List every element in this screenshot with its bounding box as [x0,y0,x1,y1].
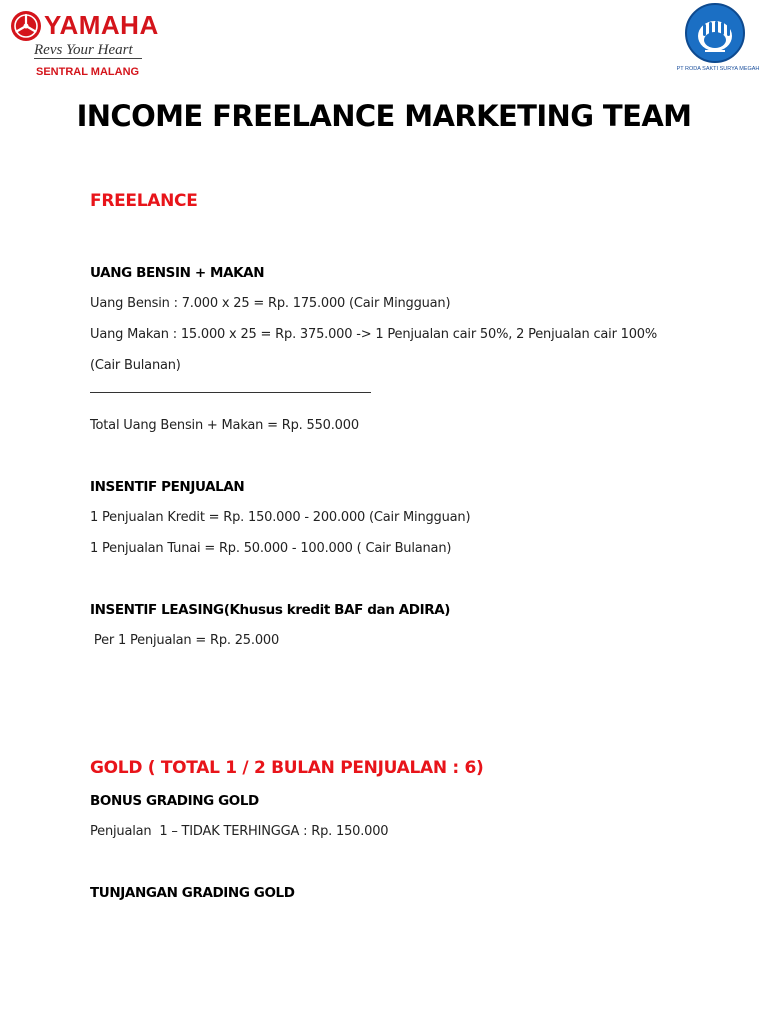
uang-makan-note: (Cair Bulanan) [90,358,181,373]
bonus-grading-gold-heading: BONUS GRADING GOLD [90,793,259,809]
penjualan-kredit-line: 1 Penjualan Kredit = Rp. 150.000 - 200.000 (Cair Mingguan) [90,510,471,525]
leasing-per-penjualan-line: Per 1 Penjualan = Rp. 25.000 [90,633,280,648]
company-emblem-icon [684,2,746,64]
company-name: PT RODA SAKTI SURYA MEGAH [676,66,760,72]
yamaha-logo [8,8,158,83]
uang-heading: UANG BENSIN + MAKAN [90,265,265,281]
page-title: INCOME FREELANCE MARKETING TEAM [76,99,692,133]
company-logo [672,2,764,82]
insentif-penjualan-heading: INSENTIF PENJUALAN [90,479,245,495]
yamaha-dealer-name: SENTRAL MALANG [36,66,140,78]
yamaha-tagline: Revs Your Heart [34,42,133,58]
tagline-underline [34,58,142,59]
uang-total-line: Total Uang Bensin + Makan = Rp. 550.000 [90,418,359,433]
yamaha-tuning-fork-emblem [10,10,42,42]
penjualan-tunai-line: 1 Penjualan Tunai = Rp. 50.000 - 100.000 ( Cair Bulanan) [90,541,452,556]
uang-bensin-line: Uang Bensin : 7.000 x 25 = Rp. 175.000 (Cair Mingguan) [90,296,451,311]
freelance-heading: FREELANCE [90,191,198,211]
yamaha-wordmark: YAMAHA [44,10,159,40]
gold-heading: GOLD ( TOTAL 1 / 2 BULAN PENJUALAN : 6) [90,758,484,778]
bonus-grading-gold-line: Penjualan 1 – TIDAK TERHINGGA : Rp. 150.000 [90,824,389,839]
insentif-leasing-heading: INSENTIF LEASING(Khusus kredit BAF dan ADIRA) [90,602,451,618]
uang-makan-line: Uang Makan : 15.000 x 25 = Rp. 375.000 -> 1 Penjualan cair 50%, 2 Penjualan cair 100% [90,327,658,342]
total-divider [90,392,371,393]
tunjangan-grading-gold-heading: TUNJANGAN GRADING GOLD [90,885,295,901]
